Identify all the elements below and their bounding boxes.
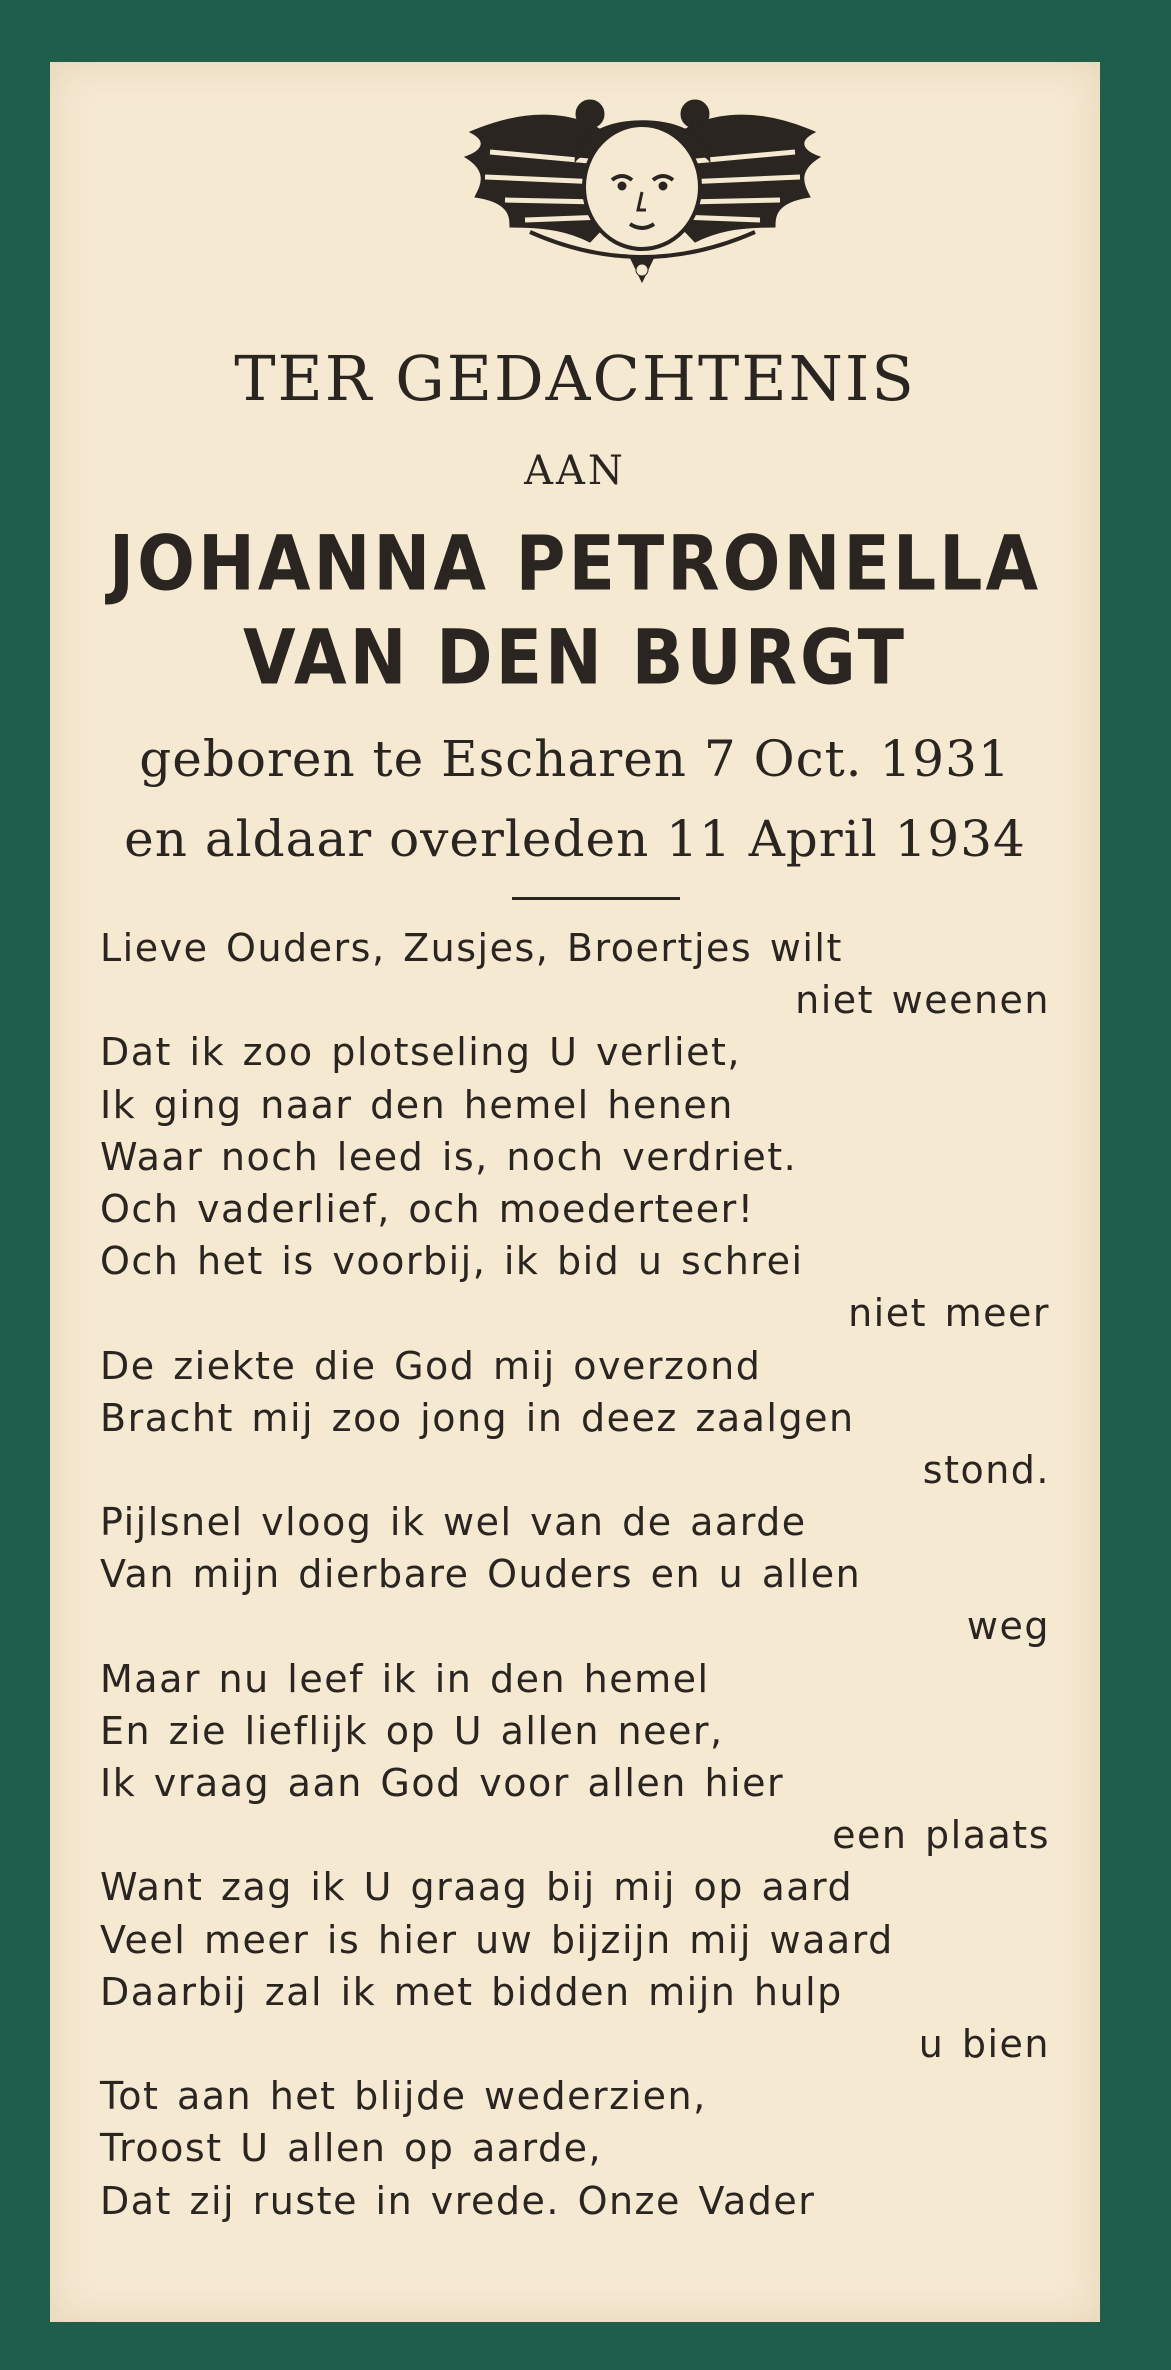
poem-line: weg	[966, 1604, 1050, 1649]
memorial-preposition: AAN	[524, 448, 626, 494]
poem-line: Ik ging naar den hemel henen	[100, 1082, 734, 1127]
poem-line: Pijlsnel vloog ik wel van de aarde	[100, 1500, 807, 1545]
poem-line: De ziekte die God mij overzond	[100, 1343, 762, 1388]
cherub-icon	[450, 92, 835, 292]
deceased-name-line-2: VAN DEN BURGT	[242, 614, 908, 703]
poem-line: Daarbij zal ik met bidden mijn hulp	[100, 1969, 843, 2014]
poem	[100, 922, 1050, 2227]
poem-line: Troost U allen op aarde,	[100, 2126, 603, 2171]
poem-line: Waar noch leed is, noch verdriet.	[100, 1134, 798, 1179]
poem-line: stond.	[922, 1447, 1050, 1492]
memorial-heading: TER GEDACHTENIS	[234, 342, 916, 415]
poem-line: niet meer	[848, 1291, 1050, 1336]
poem-line: Dat zij ruste in vrede. Onze Vader	[100, 2178, 816, 2223]
divider	[512, 897, 680, 900]
poem-line: Bracht mij zoo jong in deez zaalgen	[100, 1395, 855, 1440]
poem-line: Veel meer is hier uw bijzijn mij waard	[100, 1917, 894, 1962]
deceased-name-line-1: JOHANNA PETRONELLA	[108, 520, 1042, 609]
memorial-card	[50, 62, 1100, 2322]
poem-line: Ik vraag aan God voor allen hier	[100, 1761, 785, 1805]
poem-line: En zie lieflijk op U allen neer,	[100, 1708, 724, 1753]
poem-line: Och vaderlief, och moederteer!	[100, 1186, 755, 1231]
poem-line: Maar nu leef ik in den hemel	[100, 1656, 710, 1701]
poem-line: Tot aan het blijde wederzien,	[100, 2074, 707, 2119]
poem-line: Lieve Ouders, Zusjes, Broertjes wilt	[100, 926, 843, 970]
poem-line: Dat ik zoo plotseling U verliet,	[100, 1030, 741, 1075]
death-line: en aldaar overleden 11 April 1934	[124, 810, 1026, 868]
poem-line: u bien	[918, 2021, 1050, 2066]
poem-line: Och het is voorbij, ik bid u schrei	[100, 1239, 804, 1284]
poem-line: een plaats	[832, 1813, 1050, 1858]
poem-line: niet weenen	[795, 978, 1050, 1023]
poem-line: Van mijn dierbare Ouders en u allen	[100, 1552, 862, 1597]
birth-line: geboren te Escharen 7 Oct. 1931	[139, 730, 1011, 788]
poem-line: Want zag ik U graag bij mij op aard	[100, 1865, 854, 1910]
